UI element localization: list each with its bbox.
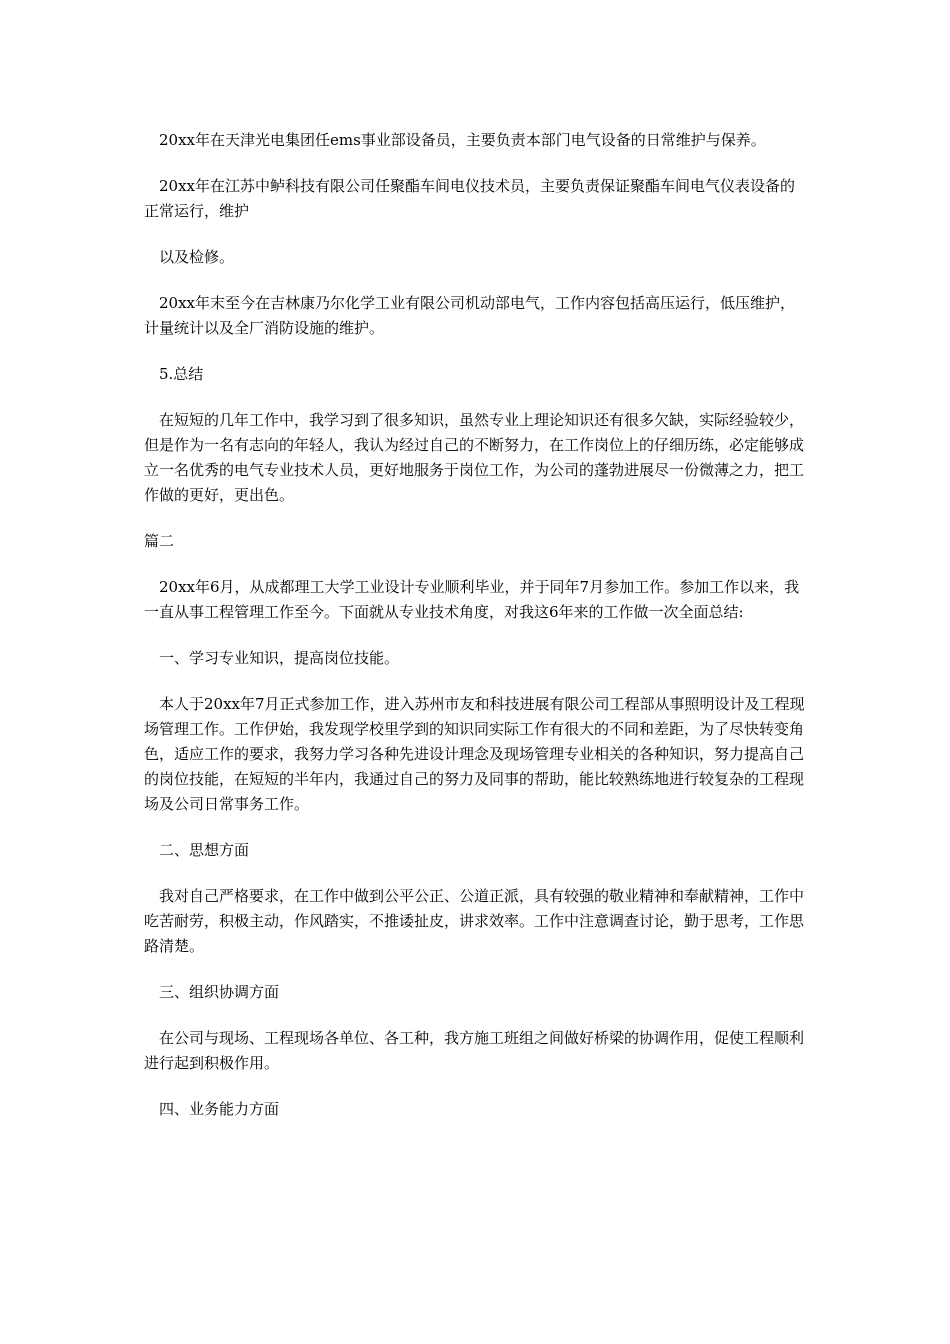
paragraph-thinking: 我对自己严格要求，在工作中做到公平公正、公道正派，具有较强的敬业精神和奉献精神，工作中吃苦耐劳，积极主动，作风踏实，不推诿扯皮，讲求效率。工作中注意调查讨论，勤于思考，工作思路清楚。: [144, 887, 805, 955]
paragraph-jilin-experience: 20xx年末至今在吉林康乃尔化学工业有限公司机动部电气，工作内容包括高压运行，低压维护，计量统计以及全厂消防设施的维护。: [144, 294, 796, 337]
paragraph-graduation: 20xx年6月，从成都理工大学工业设计专业顺利毕业，并于同年7月参加工作。参加工作以来，我一直从事工程管理工作至今。下面就从专业技术角度，对我这6年来的工作做一次全面总结:: [144, 578, 800, 621]
heading-part-two: 篇二: [144, 532, 175, 550]
heading-learning: 一、学习专业知识，提高岗位技能。: [159, 649, 400, 667]
paragraph-tianjin-experience: 20xx年在天津光电集团任ems事业部设备员，主要负责本部门电气设备的日常维护与保养。: [159, 131, 766, 149]
paragraph-maintenance-continued: 以及检修。: [159, 248, 235, 266]
paragraph-coordination: 在公司与现场、工程现场各单位、各工种，我方施工班组之间做好桥梁的协调作用，促使工程顺利进行起到积极作用。: [144, 1029, 805, 1072]
paragraph-jiangsu-experience: 20xx年在江苏中鲈科技有限公司任聚酯车间电仪技术员，主要负责保证聚酯车间电气仪表设备的正常运行，维护: [144, 177, 796, 220]
heading-coordination: 三、组织协调方面: [159, 983, 280, 1001]
document-body: [144, 128, 806, 1143]
paragraph-learning: 本人于20xx年7月正式参加工作，进入苏州市友和科技进展有限公司工程部从事照明设计及工程现场管理工作。工作伊始，我发现学校里学到的知识同实际工作有很大的不同和差距，为了尽快转变角色，适应工作的要求，我努力学习各种先进设计理念及现场管理专业相关的各种知识，努力提高自己的岗位技能，在短短的半年内，我通过自己的努力及同事的帮助，能比较熟练地进行较复杂的工程现场及公司日常事务工作。: [144, 695, 805, 813]
paragraph-summary: 在短短的几年工作中，我学习到了很多知识，虽然专业上理论知识还有很多欠缺，实际经验较少，但是作为一名有志向的年轻人，我认为经过自己的不断努力，在工作岗位上的仔细历练，必定能够成立一名优秀的电气专业技术人员，更好地服务于岗位工作，为公司的蓬勃进展尽一份微薄之力，把工作做的更好，更出色。: [144, 411, 805, 504]
heading-thinking: 二、思想方面: [159, 841, 250, 859]
heading-business-ability: 四、业务能力方面: [159, 1100, 280, 1118]
heading-summary: 5.总结: [159, 365, 204, 383]
